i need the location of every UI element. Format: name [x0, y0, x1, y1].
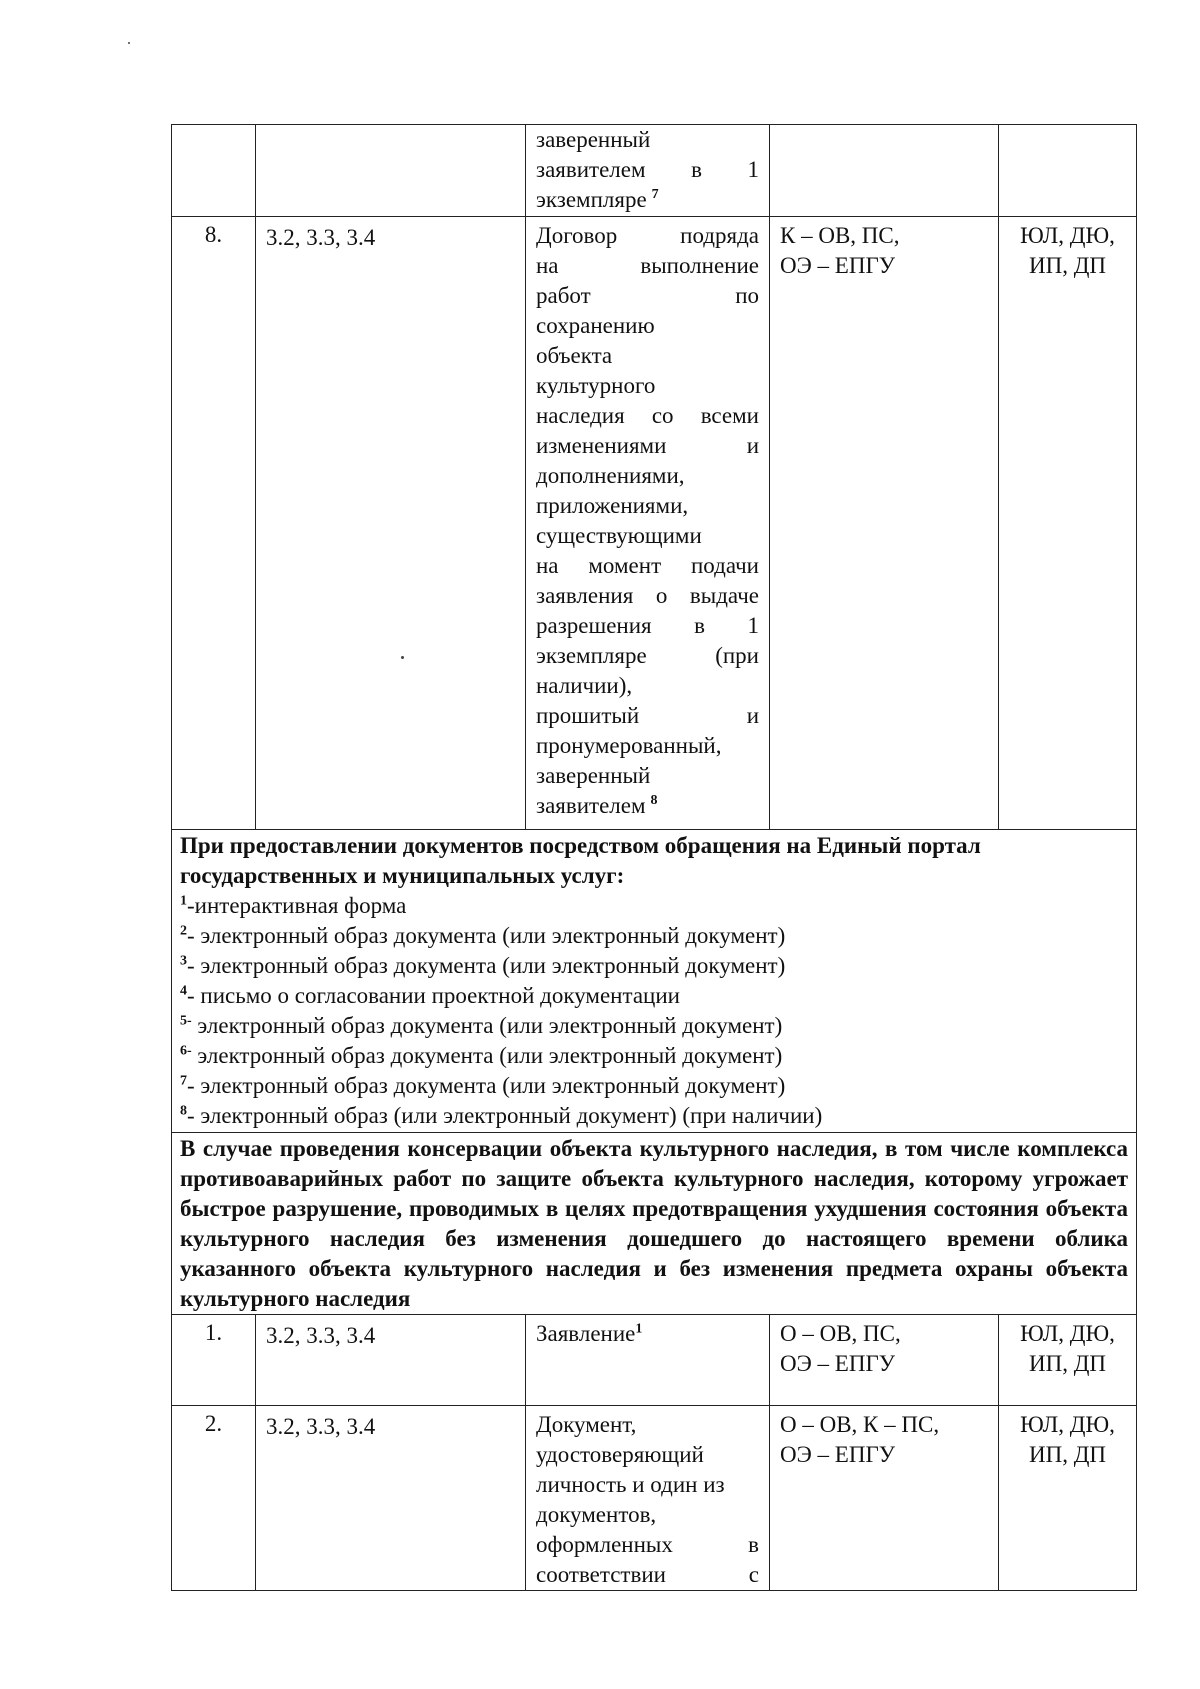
doc-word: оформленных: [536, 1532, 673, 1557]
portal-note-text: - письмо о согласовании проектной документации: [187, 983, 680, 1008]
applicant-line: ИП, ДП: [1028, 1442, 1107, 1467]
portal-note: [172, 830, 1137, 1133]
applicant-line: ИП, ДП: [1028, 1351, 1107, 1376]
row-applicants: [999, 217, 1137, 830]
doc-line: [536, 125, 759, 155]
doc-word: выполнение: [640, 253, 759, 278]
conservation-heading-row: [172, 1133, 1137, 1315]
doc-word: документов,: [536, 1502, 657, 1527]
portal-note-text: электронный образ документа (или электронный документ): [191, 1043, 783, 1068]
footnote-mark: 5-: [180, 1013, 192, 1029]
footnote-mark: 1: [635, 1321, 643, 1337]
row-form: [770, 217, 999, 830]
doc-word: прошитый: [536, 703, 640, 728]
row-document: [526, 1406, 770, 1591]
row-applicants: [999, 1406, 1137, 1591]
doc-word: заявления: [536, 583, 634, 608]
doc-word: и: [746, 433, 759, 458]
form-line: ОЭ – ЕПГУ: [780, 253, 896, 278]
doc-line: [536, 431, 759, 461]
doc-line: [536, 641, 759, 671]
table-row: [172, 217, 1137, 830]
doc-line: [536, 1410, 759, 1440]
doc-line: [536, 401, 759, 431]
doc-line: [536, 671, 759, 701]
doc-word: по: [735, 283, 759, 308]
doc-word: пронумерованный,: [536, 733, 722, 758]
doc-word: существующими: [536, 523, 702, 548]
doc-word: 1: [747, 157, 759, 182]
doc-word: всеми: [700, 403, 759, 428]
doc-word: в: [748, 1532, 759, 1557]
row-references: 3.2, 3.3, 3.4: [256, 1315, 526, 1406]
footnote-mark: 8: [180, 1103, 187, 1119]
portal-note-row: [172, 830, 1137, 1133]
row-document: [526, 125, 770, 217]
portal-note-text: электронный образ документа (или электронный документ): [191, 1013, 783, 1038]
form-line: ОЭ – ЕПГУ: [780, 1442, 896, 1467]
doc-word: заявителем: [536, 157, 646, 182]
doc-text: Заявление: [536, 1321, 636, 1346]
doc-line: [536, 1440, 759, 1470]
portal-note-item: [180, 1041, 1128, 1071]
footnote-mark: 6-: [180, 1043, 192, 1059]
applicant-line: ЮЛ, ДЮ,: [1020, 1412, 1115, 1437]
row-references: [256, 125, 526, 217]
portal-note-heading-line: При предоставлении документов посредством обращения на Единый портал: [180, 833, 981, 858]
doc-line: [536, 761, 759, 791]
doc-word: (при: [715, 643, 759, 668]
doc-lines: [536, 221, 759, 821]
doc-word: подряда: [680, 223, 759, 248]
conservation-heading: В случае проведения консервации объекта культурного наследия, в том числе комплекса противоаварийных работ по защите объекта культурного наследия, которому угрожает быстрое разрушение, проводимых в целях предотвращения ухудшения состояния объекта культурного наследия без изменения дошедшего до настоящего времени облика указанного объекта культурного наследия и без изменения предмета охраны объекта культурного наследия: [172, 1133, 1137, 1315]
doc-lines: [536, 1410, 759, 1590]
doc-word: экземпляре: [536, 643, 647, 668]
portal-note-item: [180, 891, 1128, 921]
doc-word: подачи: [690, 553, 759, 578]
doc-word: и: [746, 703, 759, 728]
footnote-mark: 1: [180, 893, 187, 909]
row-document: [526, 1315, 770, 1406]
doc-word: Документ,: [536, 1412, 637, 1437]
doc-word: работ: [536, 283, 591, 308]
doc-lines: [536, 125, 759, 215]
portal-note-text: - электронный образ документа (или электронный документ): [187, 953, 786, 978]
row-form: [770, 1315, 999, 1406]
doc-word: заверенный: [536, 763, 651, 788]
row-applicants: [999, 1315, 1137, 1406]
row-form: [770, 1406, 999, 1591]
portal-note-text: - электронный образ документа (или электронный документ): [187, 923, 786, 948]
portal-note-text: - электронный образ документа (или электронный документ): [187, 1073, 786, 1098]
portal-note-text: - электронный образ (или электронный документ) (при наличии): [187, 1103, 823, 1128]
doc-word: экземпляре $^7$: [536, 187, 659, 212]
doc-line: [536, 155, 759, 185]
scan-speck: [128, 42, 130, 44]
doc-line: [536, 371, 759, 401]
row-number: 8.: [172, 217, 256, 830]
footnote-mark: 4: [180, 983, 187, 999]
doc-word: культурного: [536, 373, 656, 398]
doc-word: сохранению: [536, 313, 655, 338]
row-number: 2.: [172, 1406, 256, 1591]
doc-word: заявителем $^8$: [536, 793, 658, 818]
applicant-line: ЮЛ, ДЮ,: [1020, 1321, 1115, 1346]
doc-line: [536, 1470, 759, 1500]
portal-note-item: [180, 921, 1128, 951]
doc-line: [536, 521, 759, 551]
doc-word: на: [536, 553, 559, 578]
applicant-line: ЮЛ, ДЮ,: [1020, 223, 1115, 248]
doc-line: [536, 491, 759, 521]
doc-word: удостоверяющий: [536, 1442, 704, 1467]
doc-line: [536, 251, 759, 281]
row-document: [526, 217, 770, 830]
doc-line: [536, 221, 759, 251]
footnote-mark: 2: [180, 923, 187, 939]
table-row: [172, 1406, 1137, 1591]
form-line: О – ОВ, К – ПС,: [780, 1412, 940, 1437]
doc-word: дополнениями,: [536, 463, 685, 488]
documents-table: [171, 124, 1137, 1591]
doc-line: [536, 341, 759, 371]
doc-line: [536, 185, 759, 215]
doc-word: 1: [747, 613, 759, 638]
portal-note-item: [180, 1101, 1128, 1131]
doc-word: в: [691, 157, 702, 182]
footnote-mark: 7: [651, 187, 659, 203]
portal-note-item: [180, 981, 1128, 1011]
doc-word: изменениями: [536, 433, 667, 458]
portal-note-heading: [180, 831, 1128, 891]
portal-note-item: [180, 1071, 1128, 1101]
doc-word: о: [655, 583, 668, 608]
row-references: 3.2, 3.3, 3.4: [256, 217, 526, 830]
doc-word: с: [748, 1562, 759, 1587]
doc-word: со: [651, 403, 674, 428]
row-number: 1.: [172, 1315, 256, 1406]
doc-word: на: [536, 253, 559, 278]
doc-line: [536, 611, 759, 641]
doc-word: выдаче: [689, 583, 759, 608]
doc-line: [536, 791, 759, 821]
doc-word: разрешения: [536, 613, 652, 638]
row-form: [770, 125, 999, 217]
portal-note-item: [180, 1011, 1128, 1041]
applicant-line: ИП, ДП: [1028, 253, 1107, 278]
doc-line: [536, 731, 759, 761]
doc-line: [536, 701, 759, 731]
doc-line: [536, 551, 759, 581]
form-line: О – ОВ, ПС,: [780, 1321, 901, 1346]
doc-line: [536, 311, 759, 341]
doc-word: момент: [588, 553, 662, 578]
portal-note-item: [180, 951, 1128, 981]
portal-note-list: [180, 891, 1128, 1131]
doc-word: заверенный: [536, 127, 651, 152]
doc-word: наследия: [536, 403, 625, 428]
footnote-mark: 3: [180, 953, 187, 969]
row-references: 3.2, 3.3, 3.4: [256, 1406, 526, 1591]
doc-line: [536, 1500, 759, 1530]
doc-line: [536, 1560, 759, 1590]
doc-line: [536, 581, 759, 611]
doc-word: Договор: [536, 223, 618, 248]
doc-word: в: [694, 613, 705, 638]
doc-word: приложениями,: [536, 493, 689, 518]
form-line: К – ОВ, ПС,: [780, 223, 900, 248]
row-number: [172, 125, 256, 217]
footnote-mark: 7: [180, 1073, 187, 1089]
table-row: [172, 1315, 1137, 1406]
footnote-mark: 8: [650, 793, 658, 809]
row-applicants: [999, 125, 1137, 217]
doc-word: объекта: [536, 343, 613, 368]
table-row: [172, 125, 1137, 217]
form-line: ОЭ – ЕПГУ: [780, 1351, 896, 1376]
doc-word: наличии),: [536, 673, 633, 698]
portal-note-heading-line: государственных и муниципальных услуг:: [180, 863, 625, 888]
portal-note-text: -интерактивная форма: [187, 893, 407, 918]
doc-line: [536, 1530, 759, 1560]
doc-line: [536, 461, 759, 491]
doc-line: [536, 281, 759, 311]
doc-word: личность и один из: [536, 1472, 725, 1497]
doc-word: соответствии: [536, 1562, 666, 1587]
